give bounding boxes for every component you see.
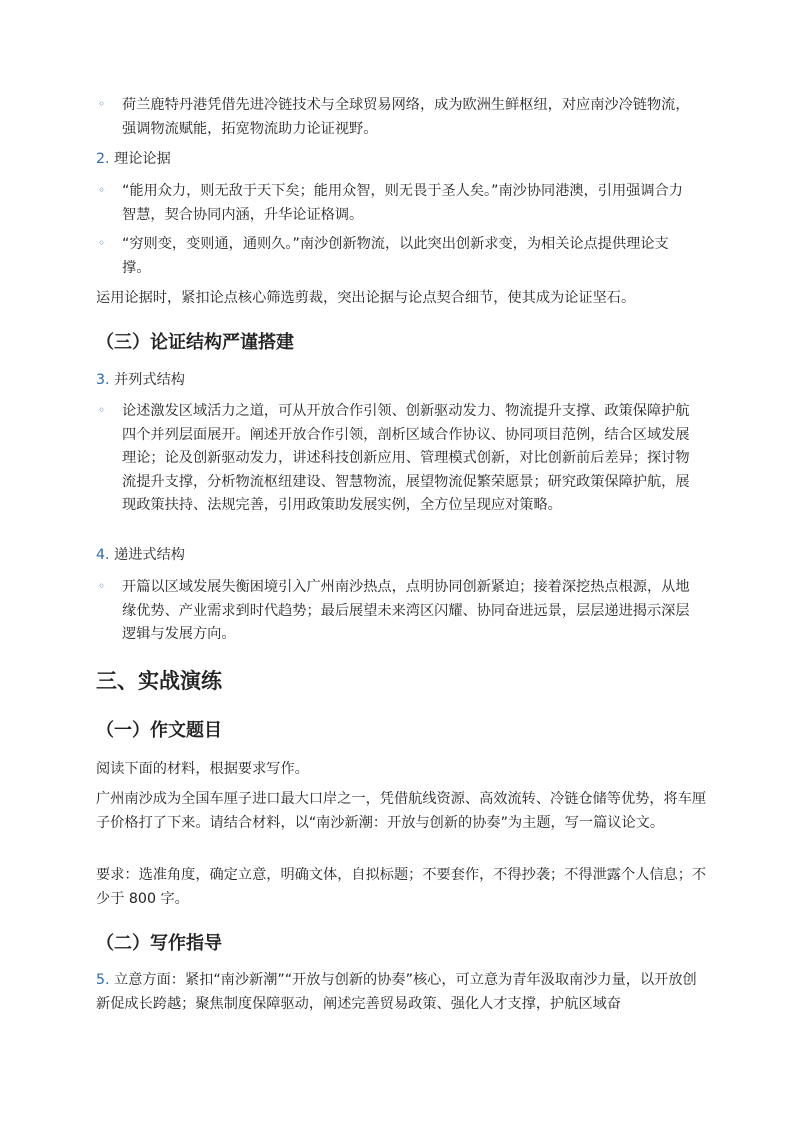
paragraph: 要求：选准角度，确定立意，明确文体，自拟标题；不要套作，不得抄袭；不得泄露个人信息；不少于 800 字。: [96, 867, 707, 907]
item-number: 5.: [96, 972, 110, 988]
list-subitem: [98, 233, 694, 280]
numbered-item: [96, 369, 185, 391]
list-subitem: [98, 94, 694, 141]
numbered-item: [96, 968, 706, 1016]
item-number: 2.: [96, 151, 110, 167]
section-heading: （一）作文题目: [96, 720, 222, 741]
item-number: 4.: [96, 547, 110, 563]
chapter-heading: 三、实战演练: [96, 668, 222, 693]
subitem-text: “能用众力，则无敌于天下矣；能用众智，则无畏于圣人矣。”南沙协同港澳，引用强调合力智慧，契合协同内涵，升华论证格调。: [122, 183, 683, 223]
item-text: 递进式结构: [114, 547, 185, 563]
paragraph: 运用论据时，紧扣论点核心筛选剪裁，突出论据与论点契合细节，使其成为论证坚石。: [96, 290, 636, 306]
numbered-item: [96, 544, 185, 566]
paragraph: 广州南沙成为全国车厘子进口最大口岸之一，凭借航线资源、高效流转、冷链仓储等优势，将车厘子价格打了下来。请结合材料，以“南沙新潮：开放与创新的协奏”为主题，写一篇议论文。: [96, 791, 707, 831]
bullet: ◦: [98, 236, 106, 250]
item-text: 理论论据: [114, 151, 171, 167]
list-subitem: [98, 400, 694, 518]
section-heading: （二）写作指导: [96, 933, 222, 954]
item-number: 3.: [96, 372, 110, 388]
list-subitem: [98, 576, 694, 647]
numbered-item: [96, 148, 171, 170]
paragraph: 阅读下面的材料，根据要求写作。: [96, 761, 309, 777]
bullet: ◦: [98, 97, 106, 111]
item-text: 立意方面：紧扣“南沙新潮”“开放与创新的协奏”核心，可立意为青年汲取南沙力量，以开放创新促成长跨越；聚焦制度保障驱动，阐述完善贸易政策、强化人才支撑，护航区域奋: [96, 972, 697, 1012]
subitem-text: 论述激发区域活力之道，可从开放合作引领、创新驱动发力、物流提升支撑、政策保障护航四个并列层面展开。阐述开放合作引领，剖析区域合作协议、协同项目范例，结合区域发展理论；论及创新驱动发力，讲述科技创新应用、管理模式创新，对比创新前后差异；探讨物流提升支撑，分析物流枢纽建设、智慧物流，展望物流促繁荣愿景；研究政策保障护航，展现政策扶持、法规完善，引用政策助发展实例，全方位呈现应对策略。: [122, 403, 690, 513]
bullet: ◦: [98, 403, 106, 417]
section-heading: （三）论证结构严谨搭建: [96, 332, 294, 353]
list-subitem: [98, 180, 694, 227]
subitem-text: 荷兰鹿特丹港凭借先进冷链技术与全球贸易网络，成为欧洲生鲜枢纽，对应南沙冷链物流，强调物流赋能，拓宽物流助力论证视野。: [122, 97, 690, 137]
bullet: ◦: [98, 579, 106, 593]
subitem-text: “穷则变，变则通，通则久。”南沙创新物流，以此突出创新求变，为相关论点提供理论支撑。: [122, 236, 669, 276]
subitem-text: 开篇以区域发展失衡困境引入广州南沙热点，点明协同创新紧迫；接着深挖热点根源，从地缘优势、产业需求到时代趋势；最后展望未来湾区闪耀、协同奋进远景，层层递进揭示深层逻辑与发展方向。: [122, 579, 690, 642]
item-text: 并列式结构: [114, 372, 185, 388]
bullet: ◦: [98, 183, 106, 197]
